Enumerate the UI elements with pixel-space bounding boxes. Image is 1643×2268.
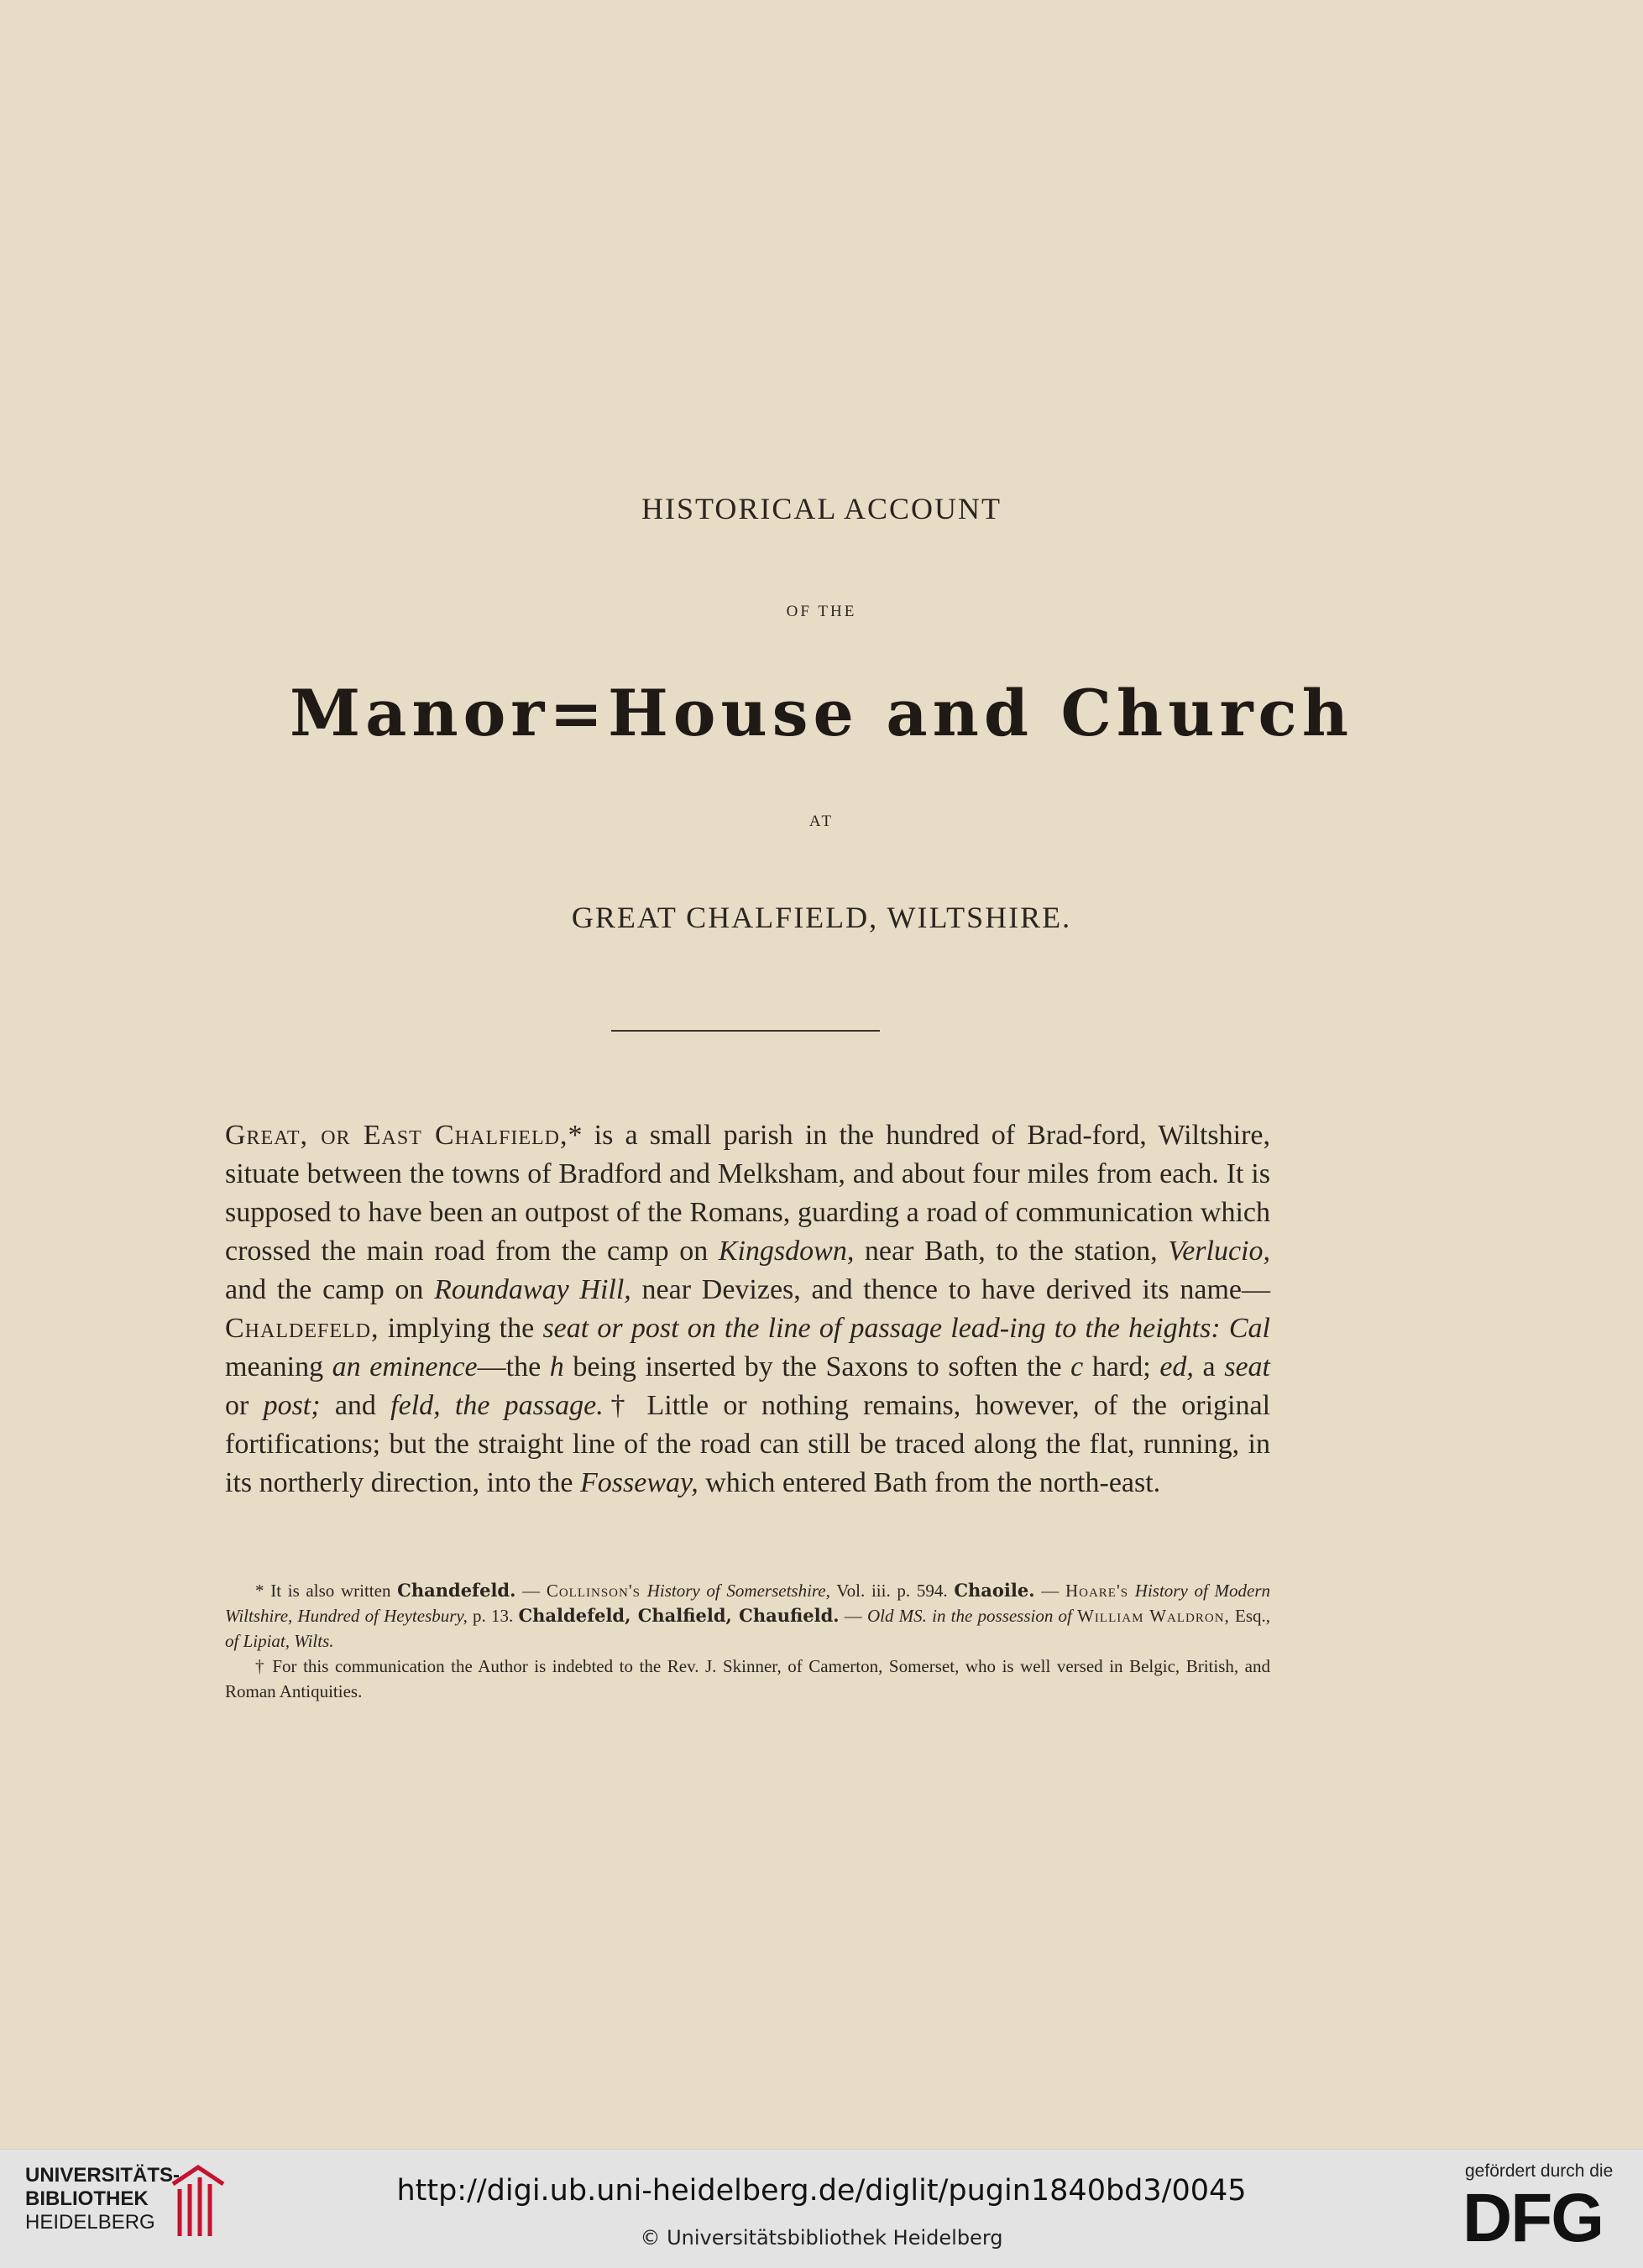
paragraph-run: which entered Bath from the north-east. bbox=[698, 1467, 1161, 1498]
paragraph-run: feld, the passage. bbox=[390, 1390, 604, 1421]
footnote-1 bbox=[225, 1578, 1270, 1654]
copyright-notice: © Universitätsbibliothek Heidelberg bbox=[640, 2226, 1003, 2250]
footnote1-run: — bbox=[515, 1581, 547, 1601]
title-at: AT bbox=[808, 813, 835, 830]
title-great-chalfield: GREAT CHALFIELD, WILTSHIRE. bbox=[571, 901, 1072, 934]
main-paragraph bbox=[225, 1116, 1270, 1502]
footnote1-run: Chaoile. bbox=[954, 1580, 1035, 1601]
title-manor-house-and-church: Manor=House and Church bbox=[289, 676, 1354, 750]
dfg-logo[interactable]: DFG bbox=[1462, 2180, 1604, 2256]
library-name-line3: HEIDELBERG bbox=[25, 2211, 155, 2234]
library-name-line1: UNIVERSITÄTS- bbox=[25, 2164, 181, 2187]
paragraph-run: or bbox=[225, 1390, 264, 1421]
paragraph-run: Kingsdown, bbox=[718, 1236, 855, 1267]
funding-label: gefördert durch die bbox=[1465, 2161, 1614, 2181]
paragraph-run: h bbox=[549, 1351, 564, 1382]
paragraph-run: Fosseway, bbox=[580, 1467, 699, 1498]
footnote1-run: William Waldron, bbox=[1077, 1606, 1230, 1626]
paragraph-run: near Devizes, and thence to have derived its name— bbox=[631, 1274, 1270, 1305]
paragraph-run: being inserted by the Saxons to soften the bbox=[563, 1351, 1071, 1382]
footnotes bbox=[225, 1578, 1270, 1704]
paragraph-run: Verlucio, bbox=[1168, 1236, 1270, 1267]
paragraph-run: seat or post on the line of passage lead-ing to the heights: Cal bbox=[542, 1313, 1270, 1344]
footnote1-run: — bbox=[1034, 1581, 1065, 1601]
footnote1-run bbox=[1128, 1581, 1135, 1601]
footnote1-run: Chandefeld. bbox=[397, 1580, 516, 1601]
footnote1-run: Collinson's bbox=[546, 1581, 641, 1601]
footnote-2: † For this communication the Author is indebted to the Rev. J. Skinner, of Camerton, Somerset, who is well versed in Belgic, British, and Roman Antiquities. bbox=[225, 1656, 1270, 1701]
paragraph-run: and the camp on bbox=[225, 1274, 435, 1305]
footnote1-run: Hoare's bbox=[1065, 1581, 1129, 1601]
paragraph-run: † Little or nothing remains, however, of the original fortifications; but the straight line of the road can still be traced along the flat, running, in its northerly direction, into the bbox=[225, 1390, 1271, 1498]
paragraph-run: implying the bbox=[379, 1313, 543, 1344]
paragraph-run: an eminence bbox=[332, 1351, 478, 1382]
footnote1-run: * It is also written bbox=[255, 1581, 398, 1601]
footnote1-run: p. 13. bbox=[467, 1606, 519, 1626]
title-of-the: OF THE bbox=[786, 603, 857, 620]
footnote1-run bbox=[641, 1581, 647, 1601]
paragraph-run: Roundaway Hill, bbox=[434, 1274, 631, 1305]
footnote1-run: Old MS. in the possession of bbox=[866, 1606, 1072, 1626]
paragraph-run: hard; bbox=[1083, 1351, 1160, 1382]
library-name-line2: BIBLIOTHEK bbox=[25, 2187, 149, 2210]
paragraph-run: Chaldefeld, bbox=[225, 1313, 379, 1344]
paragraph-run: post; bbox=[263, 1390, 321, 1421]
paragraph-run: ed, bbox=[1159, 1351, 1194, 1382]
footnote1-run: Esq., bbox=[1229, 1606, 1271, 1626]
footnote1-run: History of Modern Wiltshire, Hundred of Heytesbury, bbox=[225, 1581, 1271, 1626]
page-url-link[interactable]: http://digi.ub.uni-heidelberg.de/diglit/pugin1840bd3/0045 bbox=[396, 2174, 1247, 2208]
paragraph-text bbox=[225, 1116, 1270, 1502]
paragraph-run: Great, or East Chalfield, bbox=[225, 1120, 568, 1151]
paragraph-run: * is a small parish in the hundred of Brad-ford, Wiltshire, situate between the towns of Bradford and Melksham, and about four miles from each. It is supposed to have been an outpost of the Romans, guarding a road of communication which crossed the main road from the camp on bbox=[225, 1120, 1271, 1267]
footnote1-run: Chaldefeld, Chalfield, Chaufield. bbox=[518, 1605, 840, 1626]
paragraph-run: meaning bbox=[225, 1351, 332, 1382]
paragraph-run: and bbox=[320, 1390, 391, 1421]
viewer-footer bbox=[0, 2149, 1643, 2268]
footnote1-run: Vol. iii. p. 594. bbox=[829, 1581, 955, 1601]
footnote1-run: History of Somersetshire, bbox=[646, 1581, 830, 1601]
paragraph-run: seat bbox=[1224, 1351, 1270, 1382]
title-historical-account: HISTORICAL ACCOUNT bbox=[641, 492, 1002, 525]
section-divider bbox=[611, 1030, 880, 1032]
paragraph-run: a bbox=[1193, 1351, 1225, 1382]
paragraph-run: c bbox=[1070, 1351, 1084, 1382]
paragraph-run: near Bath, to the station, bbox=[854, 1236, 1169, 1267]
footnote1-run: of Lipiat, Wilts. bbox=[225, 1631, 334, 1651]
footnote1-run: — bbox=[839, 1606, 867, 1626]
paragraph-run: —the bbox=[477, 1351, 550, 1382]
